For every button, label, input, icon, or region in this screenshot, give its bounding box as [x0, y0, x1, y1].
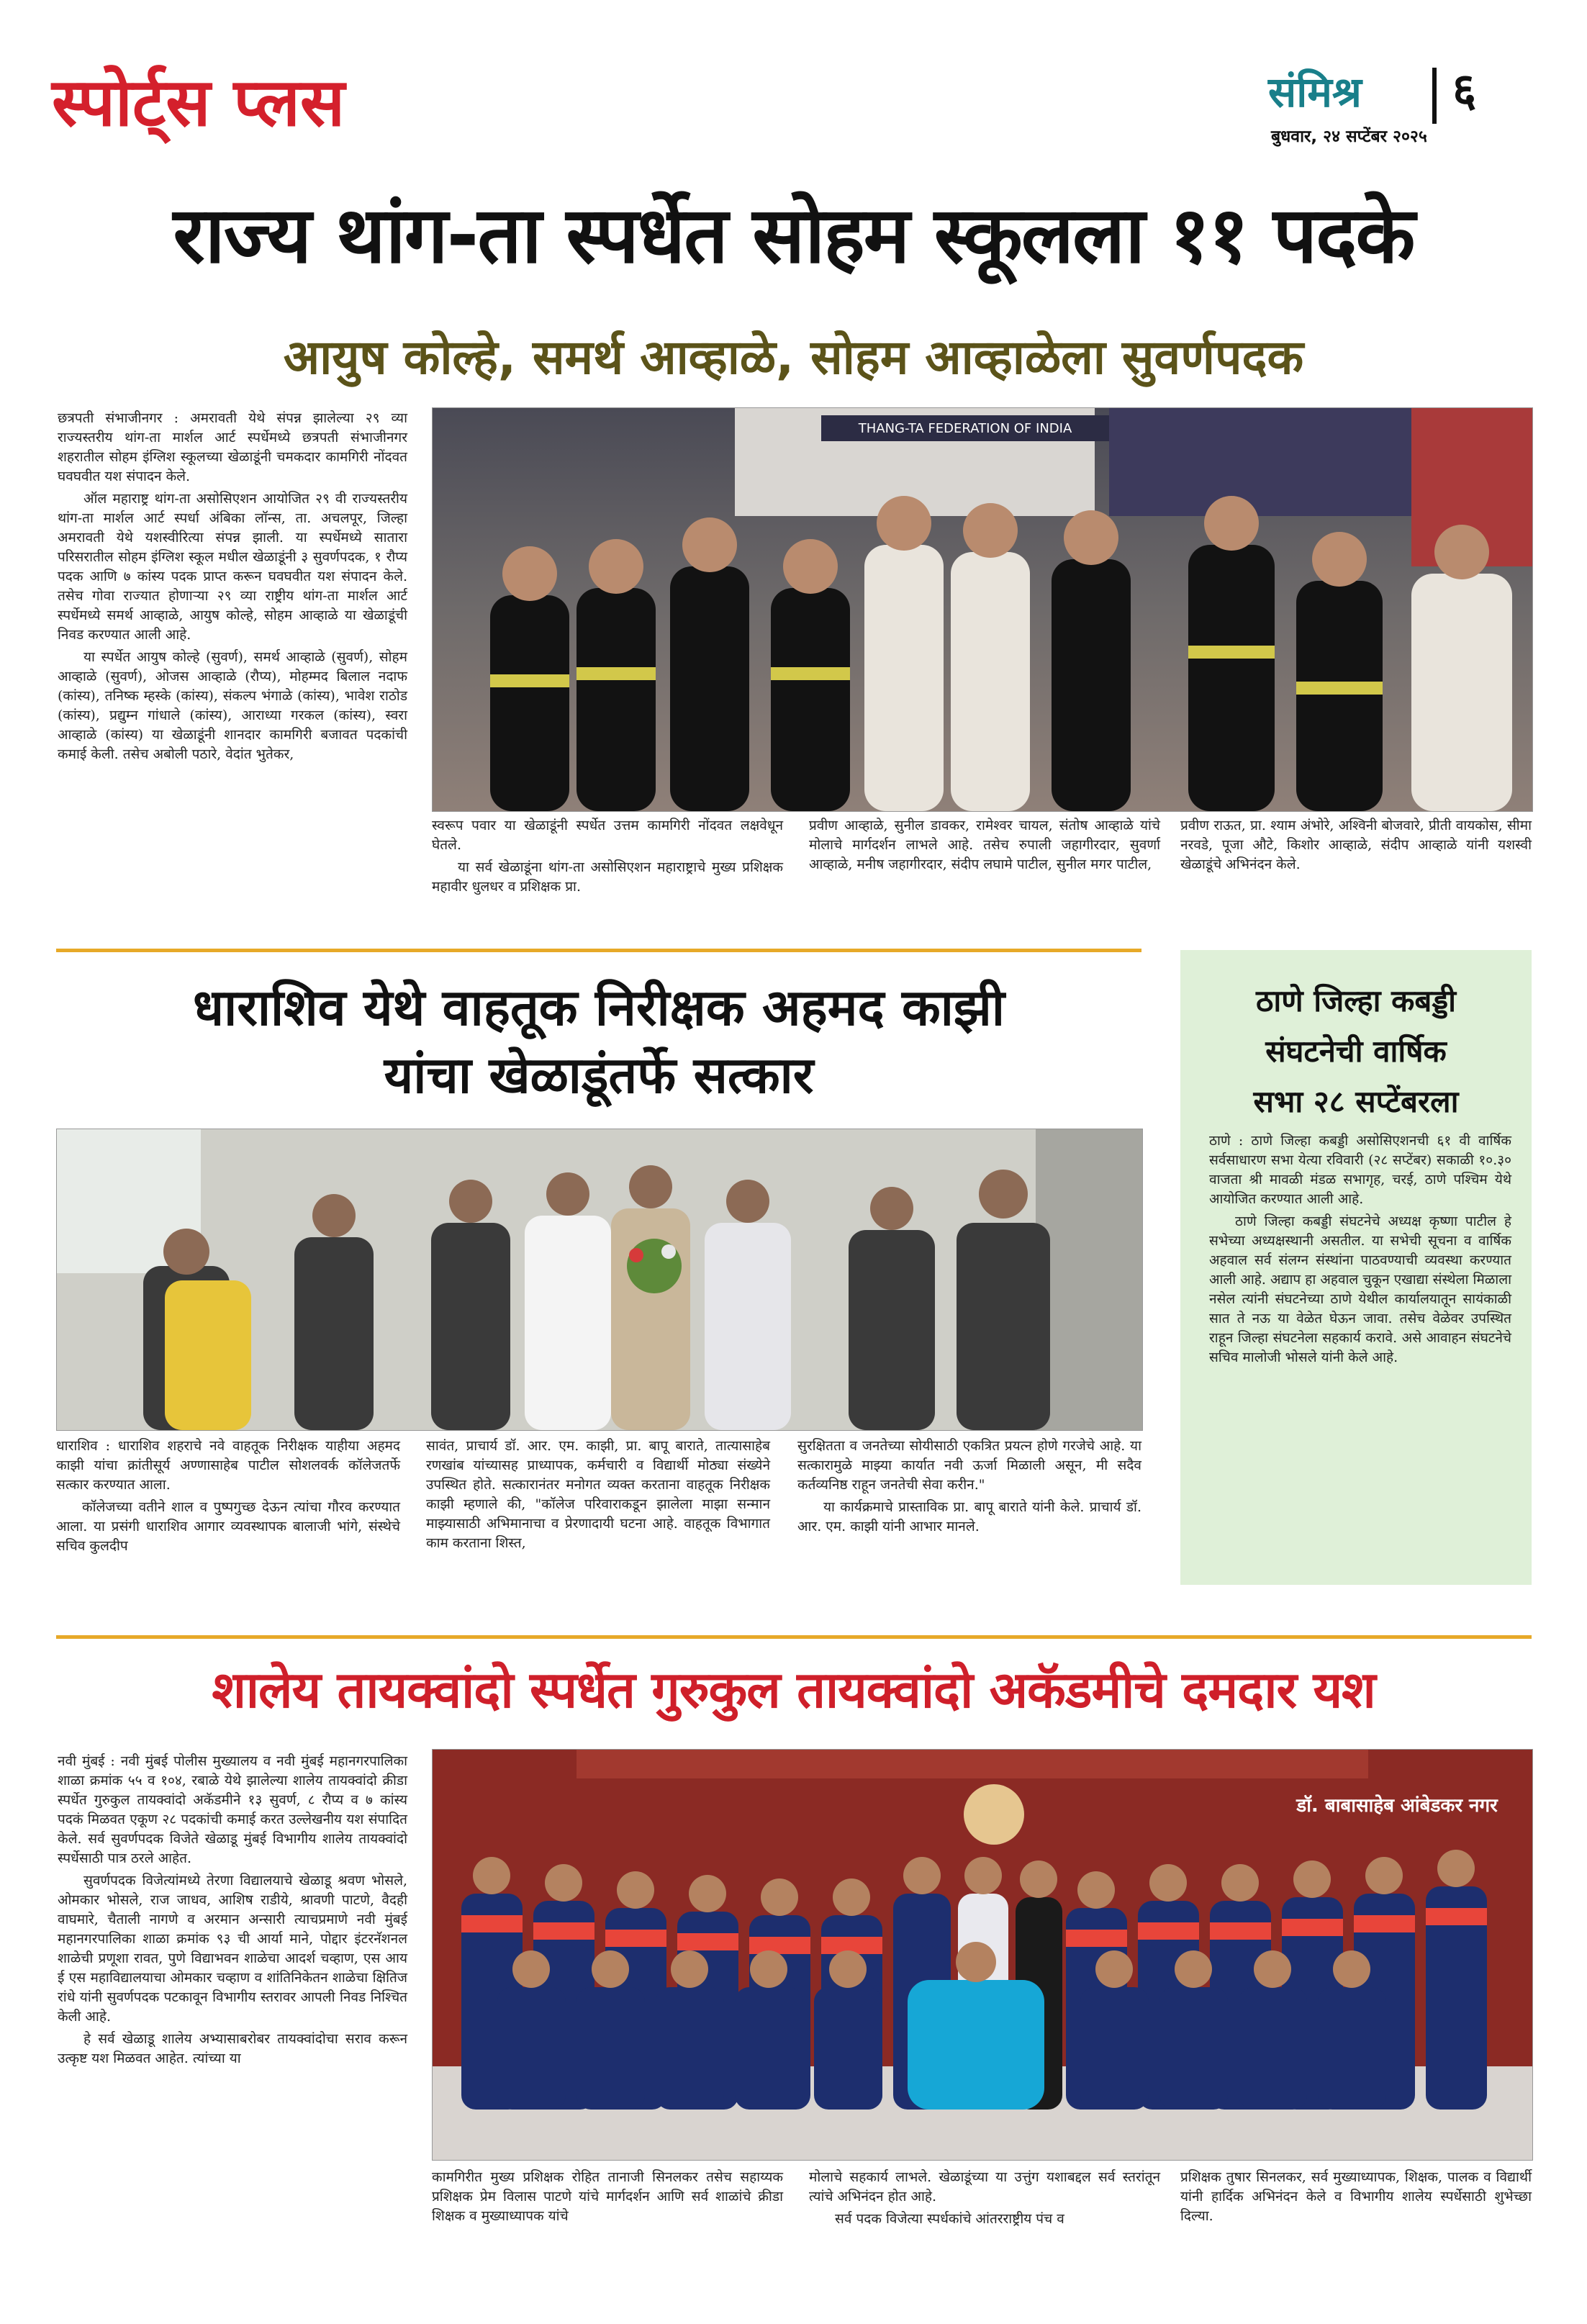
sidebar-title-3: सभा २८ सप्टेंबरला — [1253, 1084, 1459, 1119]
story2-headline-line1: धाराशिव येथे वाहतूक निरीक्षक अहमद काझी — [193, 978, 1005, 1037]
divider-rule-2 — [56, 1635, 1532, 1639]
story1-col1-p2: ऑल महाराष्ट्र थांग-ता असोसिएशन आयोजित २९ वी राज्यस्तरीय थांग-ता मार्शल आर्ट स्पर्धा अंबिका लॉन्स, ता. अचलपूर, जिल्हा अमरावती येथे यशस्वीरित्या संपन्न झाली. या स्पर्धेमध्ये सातारा परिसरातील सोहम इंग्लिश स्कूल मधील खेळाडूंनी ३ सुवर्णपदक, १ रौप्य पदक आणि ७ कांस्य पदक प्राप्त करून घवघवीत यश संपादन केले. तसेच गोवा राज्यात होणाऱ्या २९ व्या राष्ट्रीय थांग-ता मार्शल आर्ट स्पर्धेमध्ये समर्थ आव्हाळे, आयुष कोल्हे, सोहम आव्हाळे या खेळाडूंची निवड करण्यात आली आहे. — [58, 491, 407, 643]
story2-headline-line2: यांचा खेळाडूंतर्फे सत्कार — [384, 1046, 814, 1105]
story1-column-1 — [58, 409, 407, 767]
story2-col3-p2: या कार्यक्रमाचे प्रास्ताविक प्रा. बापू बाराते यांनी केले. प्राचार्य डॉ. आर. एम. काझी यांनी आभार मानले. — [797, 1499, 1141, 1534]
story3-column-2 — [432, 2168, 783, 2229]
story3-col1-p3: हे सर्व खेळाडू शालेय अभ्यासाबरोबर तायक्वांदोचा सराव करून उत्कृष्ट यश मिळवत आहेत. त्यांच्या या — [58, 2031, 407, 2066]
story2-col1-p1: धाराशिव : धाराशिव शहराचे नवे वाहतूक निरीक्षक याहीया अहमद काझी यांचा क्रांतीसूर्य अण्णासाहेब पाटील सोशलवर्क कॉलेजतर्फे सत्कार करण्यात आला. — [56, 1438, 400, 1493]
sidebar-box — [1180, 950, 1532, 1585]
sidebar-title-1: ठाणे जिल्हा कबड्डी — [1255, 983, 1457, 1018]
story2-col3-p1: सुरक्षितता व जनतेच्या सोयीसाठी एकत्रित प्रयत्न होणे गरजेचे आहे. या सत्कारामुळे माझ्या कार्यात नवी ऊर्जा मिळाली असून, मी सदैव कर्तव्यनिष्ठ राहून जनतेची सेवा करीन." — [797, 1438, 1141, 1493]
sidebar-body — [1209, 1131, 1511, 1370]
story3-headline: शालेय तायक्वांदो स्पर्धेत गुरुकुल तायक्वांदो अकॅडमीचे दमदार यश — [212, 1660, 1375, 1719]
publication-name: संमिश्र — [1268, 68, 1362, 117]
story3-col3-p1: मोलाचे सहकार्य लाभले. खेळाडूंच्या या उत्तुंग यशाबद्दल सर्व स्तरांतून त्यांचे अभिनंदन होत आहे. — [809, 2169, 1160, 2205]
story2-felicitation-photo — [56, 1129, 1143, 1431]
story1-column-3 — [809, 816, 1160, 877]
header-divider — [1432, 68, 1437, 124]
story1-column-4 — [1180, 816, 1532, 877]
story1-col3-p1: प्रवीण आव्हाळे, सुनील डावकर, रामेश्वर चायल, संतोष आव्हाळे यांचे मोलाचे मार्गदर्शन लाभले आहे. तसेच रुपाली जहागीरदार, सुवर्णा आव्हाळे, मनीष जहागीरदार, संदीप लघामे पाटील, सुनील मगर पाटील, — [809, 818, 1160, 872]
sidebar-title-2: संघटनेची वार्षिक — [1265, 1034, 1447, 1069]
story1-col2-p2: या सर्व खेळाडूंना थांग-ता असोसिएशन महाराष्ट्राचे मुख्य प्रशिक्षक महावीर धुलधर व प्रशिक्षक प्रा. — [432, 859, 783, 895]
story1-col1-p1: छत्रपती संभाजीनगर : अमरावती येथे संपन्न झालेल्या २९ व्या राज्यस्तरीय थांग-ता मार्शल आर्ट स्पर्धेमध्ये छत्रपती संभाजीनगर शहरातील सोहम इंग्लिश स्कूलच्या खेळाडूंनी चमकदार कामगिरी नोंदवत घवघवीत यश संपादन केले. — [58, 410, 407, 484]
divider-rule-1 — [56, 949, 1141, 952]
story1-col4-p1: प्रवीण राऊत, प्रा. श्याम अंभोरे, अश्विनी बोजवारे, प्रीती वायकोस, सीमा नरवडे, पूजा औटे, किशोर आव्हाळे, संदीप आव्हाळे यांनी यशस्वी खेळाडूंचे अभिनंदन केले. — [1180, 818, 1532, 872]
story2-col2-p1: सावंत, प्राचार्य डॉ. आर. एम. काझी, प्रा. बापू बाराते, तात्यासाहेब रणखांब यांच्यासह प्राध्यापक, कर्मचारी व विद्यार्थी मोठ्या संख्येने उपस्थित होते. सत्कारानंतर मनोगत व्यक्त करताना वाहतूक निरीक्षक काझी म्हणाले की, "कॉलेज परिवाराकडून झालेला माझा सन्मान माझ्यासाठी अभिमानाचा व प्रेरणादायी घटना आहे. वाहतूक विभागात काम करताना शिस्त, — [426, 1438, 770, 1551]
issue-date: बुधवार, २४ सप्टेंबर २०२५ — [1271, 127, 1427, 146]
story1-col2-p1: स्वरूप पवार या खेळाडूंनी स्पर्धेत उत्तम कामगिरी नोंदवत लक्षवेधून घेतले. — [432, 818, 783, 853]
story2-col1-p2: कॉलेजच्या वतीने शाल व पुष्पगुच्छ देऊन त्यांचा गौरव करण्यात आला. या प्रसंगी धाराशिव आगार व्यवस्थापक बालाजी भांगे, संस्थेचे सचिव कुलदीप — [56, 1499, 400, 1554]
story3-col1-p1: नवी मुंबई : नवी मुंबई पोलीस मुख्यालय व नवी मुंबई महानगरपालिका शाळा क्रमांक ५५ व १०४, रबाळे येथे झालेल्या शालेय तायक्वांदो क्रीडा स्पर्धेत गुरुकुल तायक्वांदो अकॅडमीने १३ सुवर्ण, ८ रौप्य व ७ कांस्य पदकं मिळवत एकूण २८ पदकांची कमाई करत उल्लेखनीय यश संपादित केले. सर्व सुवर्णपदक विजेते खेळाडू मुंबई विभागीय शालेय तायक्वांदो स्पर्धेसाठी पात्र ठरले आहेत. — [58, 1753, 407, 1866]
story2-column-1 — [56, 1437, 400, 1559]
story3-col3-p2: सर्व पदक विजेत्या स्पर्धकांचे आंतरराष्ट्रीय पंच व — [835, 2211, 1064, 2227]
sidebar-p1: ठाणे : ठाणे जिल्हा कबड्डी असोसिएशनची ६१ वी वार्षिक सर्वसाधारण सभा येत्या रविवारी (२८ सप्टेंबर) सकाळी १०.३० वाजता श्री मावळी मंडळ सभागृह, चरई, ठाणे पश्चिम येथे आयोजित करण्यात आली आहे. — [1209, 1133, 1511, 1207]
story1-photo-banner: THANG-TA FEDERATION OF INDIA — [858, 421, 1072, 436]
story1-column-2 — [432, 816, 783, 900]
story3-col2-p1: कामगिरीत मुख्य प्रशिक्षक रोहित तानाजी सिनलकर तसेच सहाय्यक प्रशिक्षक प्रेम विलास पाटणे यांचे मार्गदर्शन आणि सर्व शाळांचे क्रीडा शिक्षक व मुख्याध्यापक यांचे — [432, 2169, 783, 2224]
story3-column-3 — [809, 2168, 1160, 2232]
story3-col4-p1: प्रशिक्षक तुषार सिनलकर, सर्व मुख्याध्यापक, शिक्षक, पालक व विद्यार्थी यांनी हार्दिक अभिनंदन केले व विभागीय शालेय स्पर्धेसाठी शुभेच्छा दिल्या. — [1180, 2169, 1532, 2224]
story1-subheadline: आयुष कोल्हे, समर्थ आव्हाळे, सोहम आव्हाळेला सुवर्णपदक — [283, 330, 1304, 385]
sidebar-p2: ठाणे जिल्हा कबड्डी संघटनेचे अध्यक्ष कृष्णा पाटील हे सभेच्या अध्यक्षस्थानी असतील. या सभेची सूचना व वार्षिक अहवाल सर्व संलग्न संस्थांना पाठवण्याची व्यवस्था करण्यात आली आहे. अद्याप हा अहवाल चुकून एखाद्या संस्थेला मिळाला नसेल त्यांनी संघटनेच्या ठाणे येथील कार्यालयातून सायंकाळी सात ते नऊ या वेळेत घेऊन जावा. तसेच वेळेवर उपस्थित राहून जिल्हा संघटनेला सहकार्य करावे. असे आवाहन संघटनेचे सचिव मालोजी भोसले यांनी केले आहे. — [1209, 1213, 1511, 1365]
story3-photo-banner: डॉ. बाबासाहेब आंबेडकर नगर — [1296, 1795, 1498, 1817]
story3-column-4 — [1180, 2168, 1532, 2229]
story3-col1-p2: सुवर्णपदक विजेत्यांमध्ये तेरणा विद्यालयाचे खेळाडू श्रवण भोसले, ओमकार भोसले, राज जाधव, आशिष राडीये, श्रावणी पाटणे, वैदही वाघमारे, चैताली नागणे व अरमान अन्सारी त्याचप्रमाणे नवी मुंबई महानगरपालिका शाळा क्रमांक ९३ ची आर्या माने, पोद्दार इंटरनॅशनल शाळेची प्रणूशा रावत, पुणे विद्याभवन शाळेचा आदर्श चव्हाण, एस आय ई एस महाविद्यालयाचा ओमकार चव्हाण व शांतिनिकेतन शाळेचा क्षितिज रांधे यांनी सुवर्णपदक पटकावून विभागीय स्तरावर आपली निवड निश्चित केली आहे. — [58, 1873, 407, 2025]
story1-group-photo — [432, 407, 1533, 812]
story2-column-3 — [797, 1437, 1141, 1539]
story3-column-1 — [58, 1752, 407, 2071]
story3-team-photo — [432, 1749, 1533, 2161]
page-number: ६ — [1452, 64, 1477, 117]
story2-column-2 — [426, 1437, 770, 1556]
story1-headline: राज्य थांग-ता स्पर्धेत सोहम स्कूलला ११ पदके — [173, 191, 1414, 281]
story1-col1-p3: या स्पर्धेत आयुष कोल्हे (सुवर्ण), समर्थ आव्हाळे (सुवर्ण), सोहम आव्हाळे (सुवर्ण), ओजस आव्हाळे (रौप्य), मोहम्मद बिलाल नदाफ (कांस्य), तनिष्क म्हस्के (कांस्य), संकल्प भंगाळे (कांस्य), भावेश राठोड (कांस्य), प्रद्युम्न गांधाले (कांस्य), आराध्या गरकल (कांस्य), स्वरा आव्हाळे (कांस्य) या खेळाडूंनी शानदार कामगिरी बजावत पदकांची कमाई केली. तसेच अबोली पठारे, वेदांत भुतेकर, — [58, 649, 407, 762]
section-title: स्पोर्ट्स प्लस — [52, 64, 345, 141]
